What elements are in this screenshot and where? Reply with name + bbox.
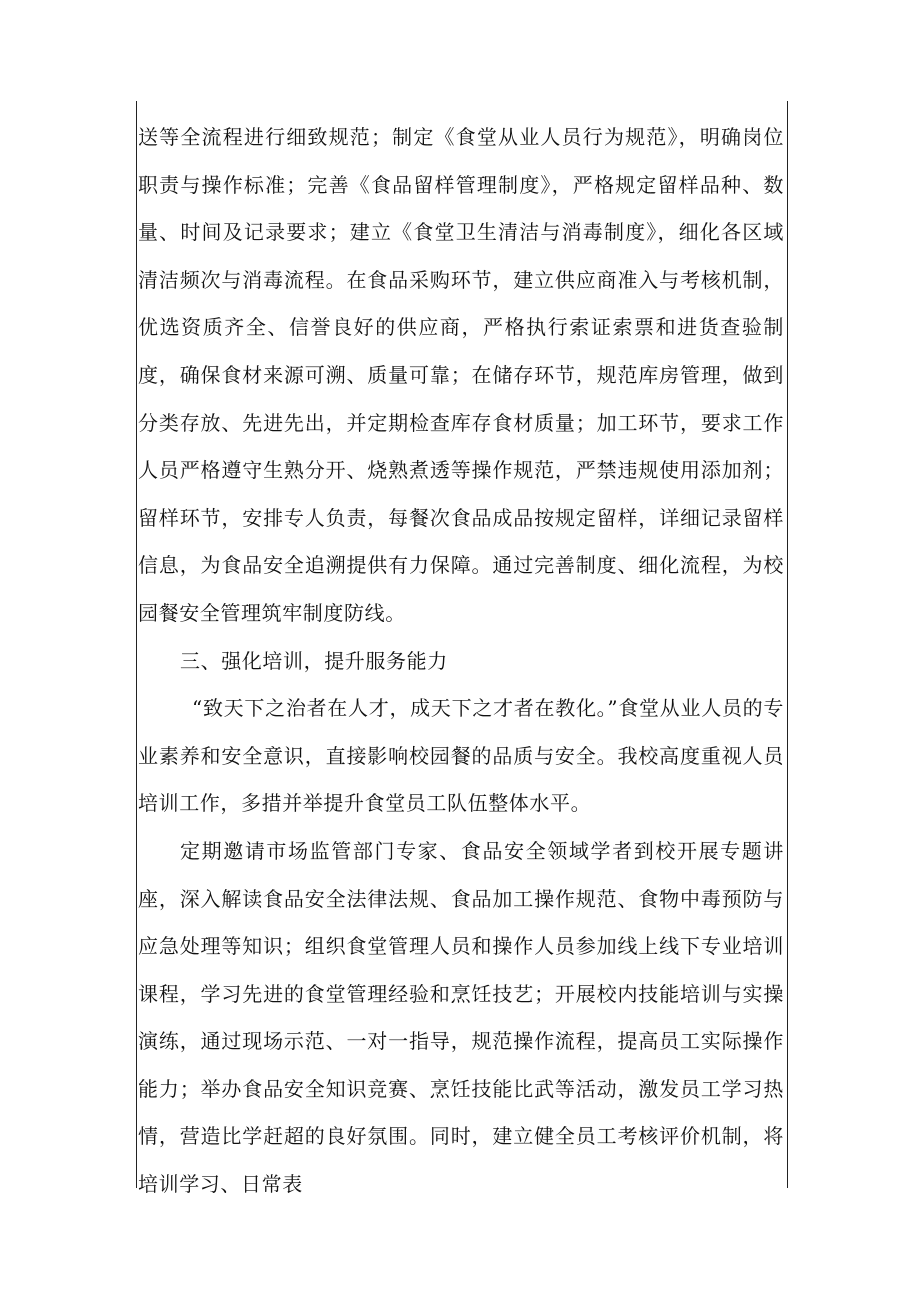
table-border-left — [136, 101, 137, 1188]
table-border-right — [787, 101, 788, 1188]
paragraph-training: 定期邀请市场监管部门专家、食品安全领域学者到校开展专题讲座，深入解读食品安全法律法规、食品加工操作规范、食物中毒预防与应急处理等知识；组织食堂管理人员和操作人员参加线上线下专业培训课程，学习先进的食堂管理经验和烹饪技艺；开展校内技能培训与实操演练，通过现场示范、一对一指导，规范操作流程，提高员工实际操作能力；举办食品安全知识竞赛、烹饪技能比武等活动，激发员工学习热情，营造比学赶超的良好氛围。同时，建立健全员工考核评价机制，将培训学习、日常表 — [138, 838, 784, 1197]
document-body — [138, 114, 784, 1209]
section-heading: 三、强化培训，提升服务能力 — [180, 648, 448, 673]
paragraph-quote: “致天下之治者在人才，成天下之才者在教化。”食堂从业人员的专业素养和安全意识，直接影响校园餐的品质与安全。我校高度重视人员培训工作，多措并举提升食堂员工队伍整体水平。 — [138, 696, 784, 816]
paragraph-continuation: 送等全流程进行细致规范；制定《食堂从业人员行为规范》，明确岗位职责与操作标准；完善《食品留样管理制度》，严格规定留样品种、数量、时间及记录要求；建立《食堂卫生清洁与消毒制度》，细化各区域清洁频次与消毒流程。在食品采购环节，建立供应商准入与考核机制，优选资质齐全、信誉良好的供应商，严格执行索证索票和进货查验制度，确保食材来源可溯、质量可靠；在储存环节，规范库房管理，做到分类存放、先进先出，并定期检查库存食材质量；加工环节，要求工作人员严格遵守生熟分开、烧熟煮透等操作规范，严禁违规使用添加剂；留样环节，安排专人负责，每餐次食品成品按规定留样，详细记录留样信息，为食品安全追溯提供有力保障。通过完善制度、细化流程，为校园餐安全管理筑牢制度防线。 — [138, 125, 784, 625]
